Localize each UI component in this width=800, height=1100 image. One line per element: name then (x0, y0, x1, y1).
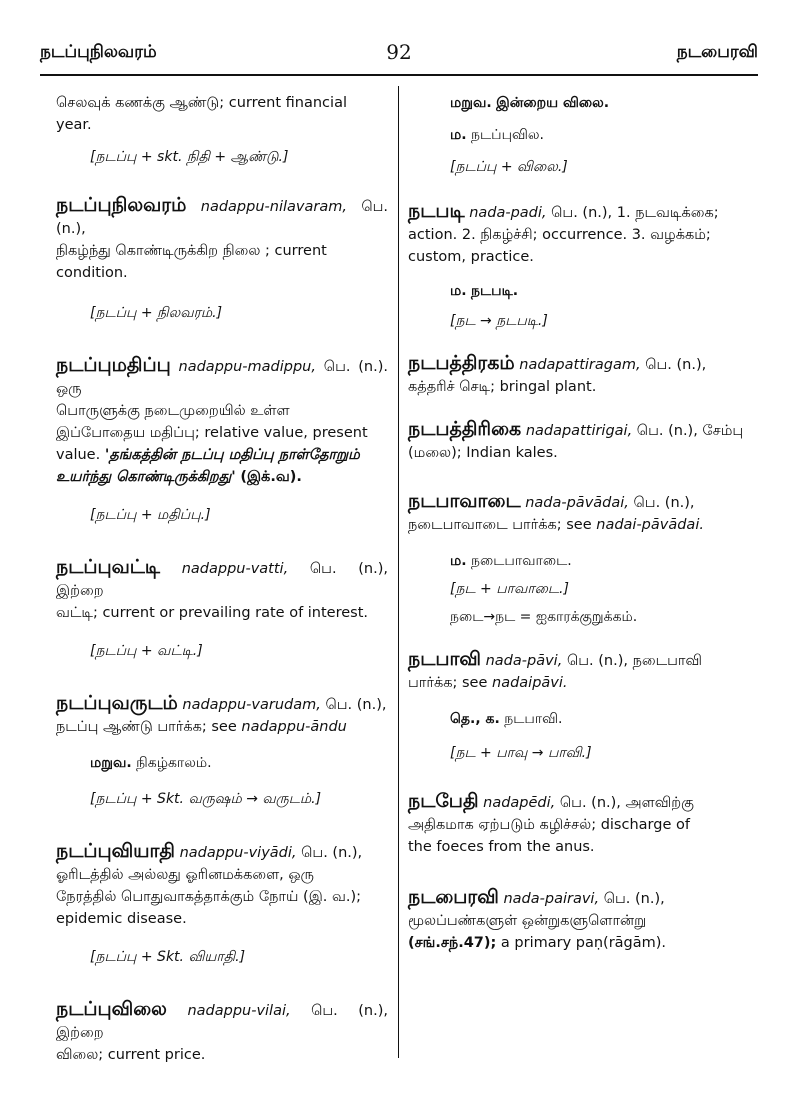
transliteration: nadappu-vilai, (187, 1003, 291, 1019)
entry-text: செலவுக் கணக்கு ஆண்டு; current financial (56, 95, 347, 111)
part-of-speech: பெ. (n.), (301, 845, 363, 861)
transliteration: nada-padi, (469, 205, 547, 221)
entry-text: கத்தரிச் செடி; bringal plant. (408, 379, 597, 395)
entry-text: (மலை); Indian kales. (408, 445, 558, 461)
source-citation: (இக்.வ). (240, 469, 302, 485)
headword: நடபேதி (408, 790, 479, 812)
headword: நடப்புவட்டி (56, 556, 161, 578)
entry-nadapattiragam (408, 352, 766, 398)
usage-example: 'தங்கத்தின் நடப்பு மதிப்பு நாள்தோறும் (104, 447, 360, 463)
entry-nadappu-nilavaram (56, 194, 388, 324)
etymology: [நட + பாவாடை.] (450, 581, 569, 597)
transliteration: nadappu-varudam, (182, 697, 321, 713)
part-of-speech: பெ. (n.), நடைபாவி (566, 653, 702, 669)
transliteration: nada-pāvi, (485, 653, 563, 669)
entry-text: இப்போதைய மதிப்பு; relative value, present (56, 425, 368, 441)
entry-nada-pavi (408, 648, 766, 764)
header-left-guideword: நடப்புநிலவரம் (40, 42, 157, 62)
headword: நடபத்திரகம் (408, 352, 515, 374)
cross-reference: nadaipāvi. (492, 675, 568, 691)
entry-text: அதிகமாக ஏற்படும் கழிச்சல்; discharge of (408, 817, 690, 833)
entry-text: value. (56, 447, 101, 463)
entry-text: நிகழ்ந்து கொண்டிருக்கிற நிலை ; current (56, 243, 327, 259)
note-text: நடபாவி. (504, 711, 563, 727)
etymology: [நடப்பு + Skt. வியாதி.] (90, 949, 246, 965)
entry-nadappu-madippu (56, 354, 388, 526)
headword: நடபடி (408, 200, 465, 222)
note-text: நடபடி. (471, 283, 519, 299)
header-rule (40, 74, 758, 76)
page-header (40, 38, 758, 76)
note-text: நிகழ்காலம். (136, 755, 212, 771)
entry-text: condition. (56, 265, 128, 281)
entry-text: விலை; current price. (56, 1047, 206, 1063)
entry-nadappu-vilai (56, 998, 388, 1066)
transliteration: nadappu-nilavaram, (200, 199, 347, 215)
note-label: ம. (450, 283, 467, 299)
part-of-speech: பெ. (n.), (603, 891, 665, 907)
entry-nada-pavadai (408, 490, 766, 628)
entry-text: நடப்பு ஆண்டு பார்க்க; see (56, 719, 237, 735)
entry-text: பொருளுக்கு நடைமுறையில் உள்ள (56, 403, 290, 419)
part-of-speech: பெ. (n.), (56, 199, 389, 237)
part-of-speech: பெ. (n.), இற்றை (56, 1003, 388, 1041)
etymology: [நடப்பு + Skt. வருஷம் → வருடம்.] (90, 791, 322, 807)
part-of-speech: பெ. (n.), (325, 697, 387, 713)
headword: நடபாவாடை (408, 490, 521, 512)
note-text: இன்றைய விலை. (496, 95, 610, 111)
transliteration: nadappu-viyādi, (179, 845, 297, 861)
entry-text: action. 2. நிகழ்ச்சி; occurrence. 3. வழக்கம்; (408, 227, 711, 243)
entry-text: ஓரிடத்தில் அல்லது ஓரினமக்களை, ஒரு (56, 867, 314, 883)
entry-text: custom, practice. (408, 249, 534, 265)
note-text: நடைபாவாடை. (471, 553, 572, 569)
part-of-speech: பெ. (n.). ஒரு (56, 359, 388, 397)
transliteration: nada-pairavi, (503, 891, 600, 907)
entry-continuation (408, 92, 766, 178)
headword: நடப்புநிலவரம் (56, 194, 187, 216)
entry-nadapattirigai (408, 418, 766, 464)
entry-nada-pairavi (408, 886, 766, 954)
part-of-speech: பெ. (n.), (645, 357, 707, 373)
transliteration: nadappu-madippu, (178, 359, 316, 375)
entry-text: year. (56, 117, 92, 133)
note-label: ம. (450, 127, 467, 143)
headword: நடபைரவி (408, 886, 499, 908)
entry-nadapedi (408, 790, 766, 858)
entry-continuation (56, 92, 388, 168)
note-label: மறுவ. (450, 95, 492, 111)
header-right-guideword: நடபைரவி (676, 42, 758, 62)
entry-nada-padi (408, 200, 766, 332)
column-divider (398, 86, 399, 1058)
entry-nadappu-varudam (56, 692, 388, 810)
page-number: 92 (386, 40, 412, 64)
part-of-speech: பெ. (n.), இற்றை (56, 561, 388, 599)
etymology: [நடப்பு + விலை.] (450, 159, 568, 175)
entry-nadappu-viyadi (56, 840, 388, 968)
part-of-speech: பெ. (n.), 1. நடவடிக்கை; (551, 205, 719, 221)
right-column (408, 92, 766, 974)
entry-text: a primary paṇ(rāgām). (500, 935, 667, 951)
etymology: [நட + பாவு → பாவி.] (450, 745, 592, 761)
transliteration: nadapattiragam, (519, 357, 641, 373)
note-text: நடப்புவில. (471, 127, 545, 143)
headword: நடப்புவருடம் (56, 692, 178, 714)
note-label: ம. (450, 553, 467, 569)
note-label: தெ., க. (450, 711, 500, 727)
headword: நடப்புவியாதி (56, 840, 175, 862)
source-citation: (சங்.சந்.47); (408, 935, 497, 951)
entry-text: நடைபாவாடை பார்க்க; see (408, 517, 592, 533)
transliteration: nada-pāvādai, (525, 495, 629, 511)
etymology: [நடப்பு + மதிப்பு.] (90, 507, 211, 523)
entry-nadappu-vatti (56, 556, 388, 662)
entry-text: வட்டி; current or prevailing rate of interest. (56, 605, 369, 621)
part-of-speech: பெ. (n.), (633, 495, 695, 511)
etymology: [நடப்பு + நிலவரம்.] (90, 305, 223, 321)
entry-text: பார்க்க; see (408, 675, 488, 691)
transliteration: nadapattirigai, (525, 423, 633, 439)
headword: நடபத்திரிகை (408, 418, 522, 440)
grammar-note: நடை→நட = ஐகாரக்குறுக்கம். (450, 609, 638, 625)
cross-reference: nadai-pāvādai. (596, 517, 704, 533)
cross-reference: nadappu-āndu (241, 719, 347, 735)
entry-text: மூலப்பண்களுள் ஒன்றுகளுளொன்று (408, 913, 647, 929)
entry-text: the foeces from the anus. (408, 839, 595, 855)
usage-example: உயர்ந்து கொண்டிருக்கிறது' (56, 469, 236, 485)
etymology: [நடப்பு + skt. நிதி + ஆண்டு.] (90, 149, 289, 165)
headword: நடப்புமதிப்பு (56, 354, 171, 376)
entry-text: epidemic disease. (56, 911, 187, 927)
part-of-speech: பெ. (n.), அளவிற்கு (559, 795, 694, 811)
etymology: [நட → நடபடி.] (450, 313, 548, 329)
part-of-speech: பெ. (n.), சேம்பு (636, 423, 744, 439)
etymology: [நடப்பு + வட்டி.] (90, 643, 203, 659)
transliteration: nadappu-vatti, (181, 561, 289, 577)
entry-text: நேரத்தில் பொதுவாகத்தாக்கும் நோய் (இ. வ.); (56, 889, 362, 905)
transliteration: nadapēdi, (483, 795, 556, 811)
left-column (56, 92, 388, 1086)
note-label: மறுவ. (90, 755, 132, 771)
headword: நடபாவி (408, 648, 481, 670)
headword: நடப்புவிலை (56, 998, 167, 1020)
